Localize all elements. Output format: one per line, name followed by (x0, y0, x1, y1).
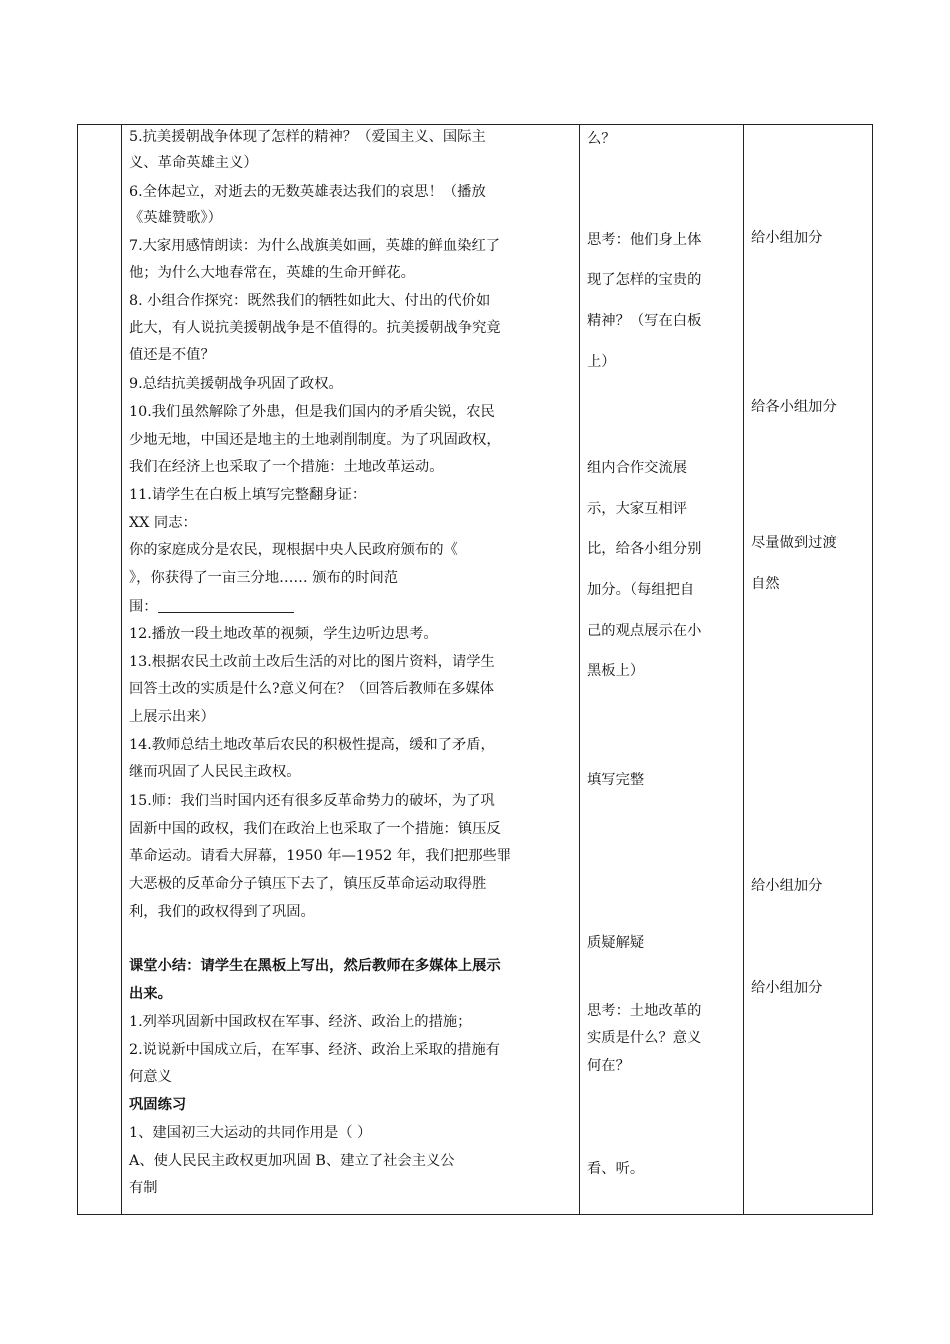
text-line: 义、革命英雄主义） (129, 155, 258, 171)
text-line: 回答土改的实质是什么?意义何在？（回答后教师在多媒体 (129, 681, 495, 697)
text-line: 他；为什么大地春常在，英雄的生命开鲜花。 (129, 265, 415, 281)
text-line: 何意义 (129, 1069, 172, 1085)
summary-heading: 出来。 (129, 986, 172, 1002)
text-line: 8. 小组合作探究：既然我们的牺牲如此大、付出的代价如 (129, 293, 491, 309)
text-line: 思考：他们身上体 (587, 232, 702, 248)
teacher-activity-column (122, 125, 578, 1214)
text-line: 给各小组加分 (751, 399, 837, 415)
text-line: 15.师：我们当时国内还有很多反革命势力的破坏，为了巩 (129, 793, 495, 809)
text-line: 9.总结抗美援朝战争巩固了政权。 (129, 376, 343, 392)
text-line: 上展示出来） (129, 709, 215, 725)
text-line: 加分。（每组把自 (587, 582, 695, 598)
text-line: 《英雄赞歌》） (129, 210, 222, 226)
text-line: 14.教师总结土地改革后农民的积极性提高，缓和了矛盾， (129, 737, 495, 753)
text-line: 填写完整 (587, 772, 645, 788)
text-line: 精神？（写在白板 (587, 313, 702, 329)
text-line: 围： (129, 599, 158, 615)
text-line: 给小组加分 (751, 980, 823, 996)
summary-heading: 课堂小结：请学生在黑板上写出，然后教师在多媒体上展示 (129, 958, 501, 974)
text-line: 革命运动。请看大屏幕，1950 年—1952 年，我们把那些罪 (129, 848, 512, 864)
text-line: 值还是不值？ (129, 347, 215, 363)
text-line: 继而巩固了人民民主政权。 (129, 764, 301, 780)
text-line: 我们在经济上也采取了一个措施：土地改革运动。 (129, 459, 444, 475)
text-line: 此大，有人说抗美援朝战争是不值得的。抗美援朝战争究竟 (129, 320, 501, 336)
text-line: 你的家庭成分是农民，现根据中央人民政府颁布的《 (129, 542, 458, 558)
text-line: 何在？ (587, 1058, 630, 1074)
lesson-plan-table (77, 124, 873, 1215)
text-line: 组内合作交流展 (587, 460, 688, 476)
text-line: 比，给各小组分别 (587, 541, 702, 557)
text-line: 6.全体起立，对逝去的无数英雄表达我们的哀思！（播放 (129, 184, 486, 200)
text-line: 现了怎样的宝贵的 (587, 272, 702, 288)
text-line: 1、建国初三大运动的共同作用是（ ） (129, 1125, 372, 1141)
text-line: 固新中国的政权，我们在政治上也采取了一个措施：镇压反 (129, 821, 501, 837)
text-line: 》，你获得了一亩三分地…… 颁布的时间范 (129, 570, 399, 586)
text-line: 质疑解疑 (587, 935, 645, 951)
text-line: 实质是什么？意义 (587, 1030, 702, 1046)
text-line: 7.大家用感情朗读：为什么战旗美如画，英雄的鲜血染红了 (129, 238, 501, 254)
fill-blank (158, 598, 294, 613)
text-line: 自然 (751, 576, 780, 592)
student-activity-column (580, 125, 742, 1214)
text-line: 5.抗美援朝战争体现了怎样的精神？（爱国主义、国际主 (129, 129, 486, 145)
text-line: A、使人民民主政权更加巩固 B、建立了社会主义公 (129, 1153, 455, 1169)
text-line: 么？ (587, 131, 616, 147)
text-line: 1.列举巩固新中国政权在军事、经济、政治上的措施； (129, 1014, 472, 1030)
blank-line (129, 597, 574, 617)
text-line: 利，我们的政权得到了巩固。 (129, 904, 315, 920)
text-line: 12.播放一段土地改革的视频，学生边听边思考。 (129, 626, 438, 642)
text-line: 给小组加分 (751, 230, 823, 246)
text-line: 少地无地，中国还是地主的土地剥削制度。为了巩固政权， (129, 432, 501, 448)
text-line: 2.说说新中国成立后，在军事、经济、政治上采取的措施有 (129, 1042, 501, 1058)
design-intent-column (744, 125, 872, 1214)
text-line: 尽量做到过渡 (751, 535, 837, 551)
text-line: 大恶极的反革命分子镇压下去了，镇压反革命运动取得胜 (129, 876, 487, 892)
text-line: 有制 (129, 1180, 158, 1196)
text-line: 己的观点展示在小 (587, 623, 702, 639)
text-line: 示，大家互相评 (587, 501, 688, 517)
text-line: 思考：土地改革的 (587, 1003, 702, 1019)
text-line: 黑板上） (587, 663, 645, 679)
text-line: 看、听。 (587, 1161, 645, 1177)
text-line: 10.我们虽然解除了外患，但是我们国内的矛盾尖锐，农民 (129, 404, 495, 420)
text-line: 上） (587, 354, 616, 370)
text-line: 13.根据农民土改前土改后生活的对比的图片资料，请学生 (129, 654, 495, 670)
text-line: 11.请学生在白板上填写完整翻身证： (129, 487, 367, 503)
text-line: XX 同志： (129, 515, 197, 531)
text-line: 给小组加分 (751, 878, 823, 894)
exercise-heading: 巩固练习 (129, 1097, 187, 1113)
